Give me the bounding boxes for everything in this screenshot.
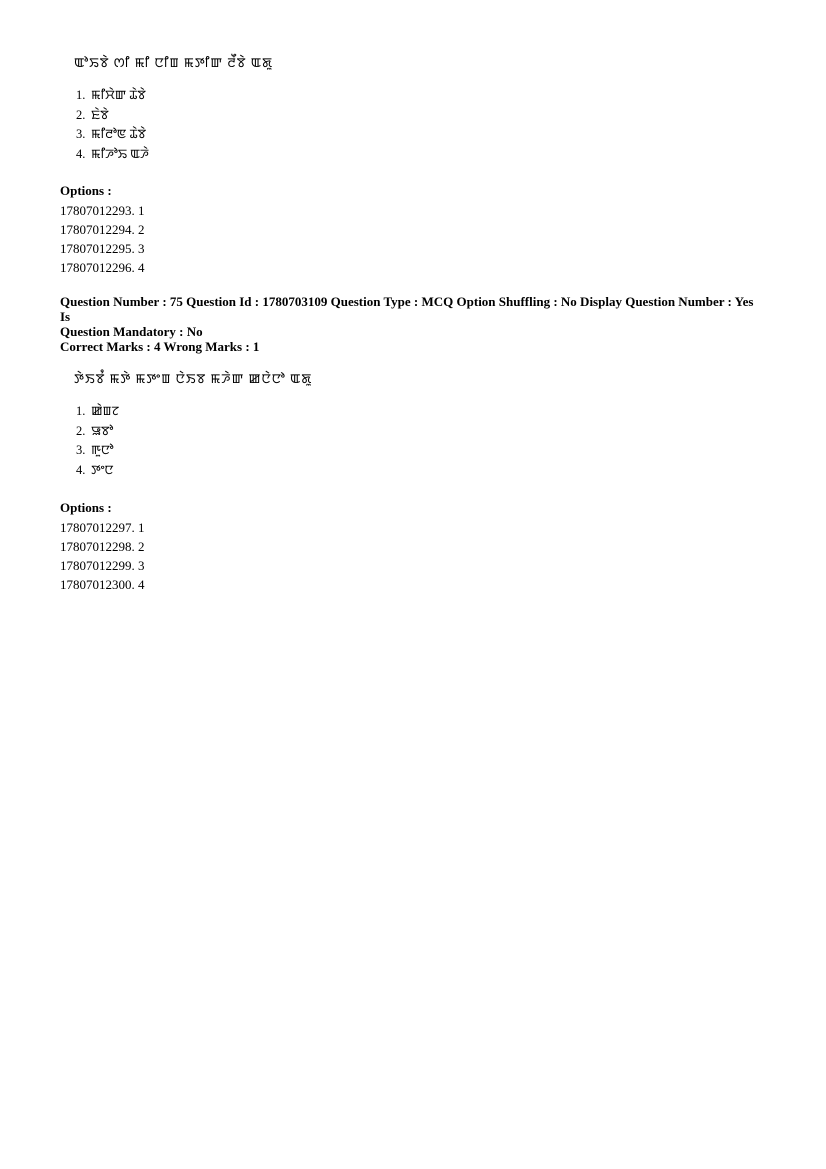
answer-choice [76, 441, 119, 461]
answer-choices [76, 86, 149, 164]
choice-number: 3. [76, 127, 86, 141]
question-meta-line: Question Number : 75 Question Id : 1780703109 Question Type : MCQ Option Shuffling : No Display Question Number : Yes Is [60, 294, 754, 324]
options-label: Options : [60, 183, 112, 198]
question-text: ꯇꯥꯏꯕꯪ ꯃꯇꯥ ꯃꯇꯦꯡ ꯅꯥꯏꯕ ꯃꯍꯥꯛ ꯀꯅꯥꯅꯣ ꯑꯗꯨ [74, 371, 313, 386]
choice-text: ꯎꯕꯣ [91, 423, 114, 438]
choice-text: ꯀꯥꯡꯖ [91, 404, 120, 418]
answer-choice [76, 106, 149, 126]
choice-text: ꯐꯥꯕꯥ [91, 107, 109, 122]
answer-choice [76, 402, 119, 422]
question-meta-line: Question Mandatory : No [60, 324, 203, 339]
answer-choice [76, 86, 149, 106]
answer-choice [76, 461, 119, 481]
answer-choice [76, 145, 149, 165]
choice-number: 4. [76, 146, 86, 161]
options-label: Options : [60, 500, 112, 515]
choice-number: 2. [76, 107, 86, 122]
option-id: 17807012296. 4 [60, 260, 145, 275]
choice-text: ꯒꯨꯅꯣ [91, 443, 114, 457]
answer-choice [76, 125, 149, 145]
choice-text: ꯇꯦꯅ [91, 462, 114, 477]
choice-number: 1. [76, 404, 86, 418]
question-text: ꯑꯣꯢꯕꯥ ꯁꯤ ꯃꯤ ꯅꯤꯡ ꯃꯇꯤꯛ ꯂꯩꯕꯥ ꯑꯗꯨ [74, 55, 274, 70]
option-id: 17807012299. 3 [60, 558, 145, 573]
choice-text: ꯃꯤꯍꯣꯢ ꯑꯍꯥ [91, 146, 150, 161]
choice-number: 1. [76, 88, 86, 102]
answer-choice [76, 422, 119, 442]
choice-text: ꯃꯤꯂꯣꯟ ꯊꯥꯕꯥ [91, 127, 147, 141]
answer-choices [76, 402, 119, 480]
option-id: 17807012300. 4 [60, 577, 145, 592]
choice-number: 2. [76, 423, 86, 438]
choice-number: 4. [76, 462, 86, 477]
option-id-list [60, 518, 145, 594]
question-meta [60, 294, 760, 354]
option-id: 17807012293. 1 [60, 203, 145, 218]
question-marks: Correct Marks : 4 Wrong Marks : 1 [60, 339, 260, 354]
option-id: 17807012297. 1 [60, 520, 145, 535]
option-id: 17807012295. 3 [60, 241, 145, 256]
choice-number: 3. [76, 443, 86, 457]
option-id: 17807012298. 2 [60, 539, 145, 554]
choice-text: ꯃꯤꯆꯥꯛ ꯊꯥꯕꯥ [91, 88, 146, 102]
option-id: 17807012294. 2 [60, 222, 145, 237]
option-id-list [60, 201, 145, 277]
